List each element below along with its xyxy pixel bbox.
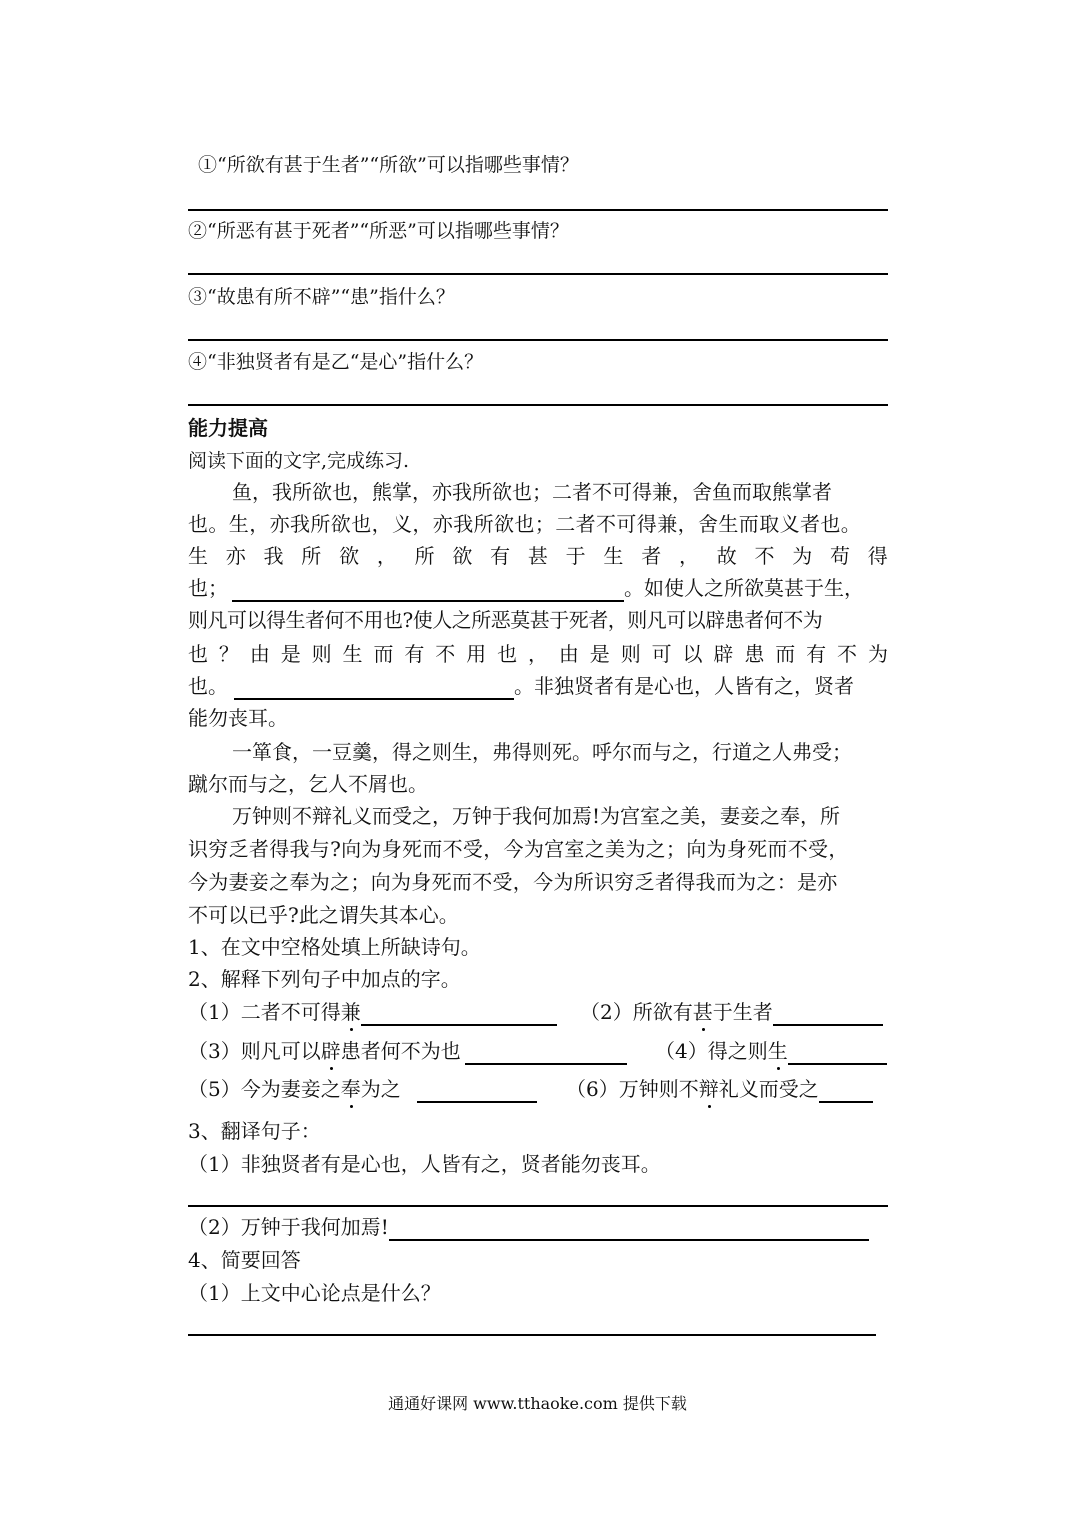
answer-line-1	[188, 209, 888, 211]
vocab-item-4	[655, 1037, 887, 1065]
passage-line: 万钟则不辩礼义而受之，万钟于我何加焉!为宫室之美，妻妾之奉，所	[232, 804, 841, 828]
vocab-text: 于生者	[712, 1000, 773, 1024]
answer-line-4	[188, 404, 888, 406]
passage-text: 也。	[188, 674, 228, 698]
passage-char: 欲	[339, 544, 360, 568]
passage-char: ，	[376, 544, 397, 568]
vocab-text: （3）则凡可以	[188, 1039, 321, 1063]
passage-line: 则凡可以得生者何不用也?使人之所恶莫甚于死者，则凡可以辟患者何不为	[188, 608, 823, 632]
vocab-text: （1）二者不可得	[188, 1000, 341, 1024]
passage-char: 辟	[713, 642, 734, 666]
passage-line-with-blank	[188, 672, 854, 700]
task-2: 2、解释下列句子中加点的字。	[188, 967, 461, 991]
task-4: 4、简要回答	[188, 1248, 301, 1272]
passage-char: 亦	[225, 544, 246, 568]
vocab-blank-2[interactable]	[773, 1002, 883, 1026]
passage-line-justified	[188, 542, 888, 570]
passage-char: 有	[806, 642, 827, 666]
vocab-text: （2）所欲有	[580, 1000, 693, 1024]
passage-char: 我	[263, 544, 284, 568]
passage-char: 有	[404, 642, 425, 666]
passage-line: 今为妻妾之奉为之；向为身死而不受，今为所识穷乏者得我而为之：是亦	[188, 870, 838, 894]
vocab-item-5	[188, 1075, 537, 1103]
dotted-char: 生	[767, 1039, 788, 1063]
vocab-item-3	[188, 1037, 627, 1065]
passage-char: 而	[775, 642, 796, 666]
passage-char: 所	[414, 544, 435, 568]
dotted-char: 甚	[692, 1000, 713, 1024]
passage-char: 由	[558, 642, 579, 666]
passage-line-with-blank	[188, 574, 864, 602]
passage-char: ，	[527, 642, 548, 666]
passage-char: 是	[589, 642, 610, 666]
passage-char: 用	[466, 642, 487, 666]
passage-char: 苟	[830, 544, 851, 568]
vocab-item-6	[566, 1075, 873, 1103]
passage-line: 能勿丧耳。	[188, 706, 288, 730]
passage-char: 则	[311, 642, 332, 666]
dotted-char: 辩	[698, 1077, 719, 1101]
task-1: 1、在文中空格处填上所缺诗句。	[188, 935, 481, 959]
passage-char: 者	[641, 544, 662, 568]
passage-char: 于	[565, 544, 586, 568]
vocab-text: 礼义而受之	[718, 1077, 819, 1101]
passage-char: 所	[301, 544, 322, 568]
vocab-text: （4）得之则	[655, 1039, 768, 1063]
vocab-item-1	[188, 998, 557, 1026]
passage-char: 生	[603, 544, 624, 568]
passage-char: 患	[744, 642, 765, 666]
answer-line-2	[188, 273, 888, 275]
passage-char: 而	[373, 642, 394, 666]
question-3: ③“故患有所不辟”“患”指什么？	[188, 286, 455, 308]
vocab-blank-5[interactable]	[417, 1079, 537, 1103]
vocab-text: 为之	[360, 1077, 408, 1101]
passage-char: 为	[867, 642, 888, 666]
passage-char: 也	[497, 642, 518, 666]
translate-2	[188, 1213, 869, 1241]
passage-line: 一箪食，一豆羹，得之则生，弗得则死。呼尔而与之，行道之人弗受；	[232, 740, 852, 764]
passage-char: 由	[249, 642, 270, 666]
fill-blank-1[interactable]	[232, 578, 624, 602]
answer-line-3	[188, 339, 888, 341]
vocab-text: （5）今为妻妾之	[188, 1077, 341, 1101]
passage-char: 也	[188, 642, 208, 666]
translate-answer-line-2[interactable]	[389, 1217, 869, 1241]
vocab-blank-3[interactable]	[465, 1041, 627, 1065]
translate-1: （1）非独贤者有是心也，人皆有之，贤者能勿丧耳。	[188, 1152, 661, 1176]
question-4: ④“非独贤者有是乙“是心”指什么？	[188, 351, 484, 373]
passage-line: 不可以已乎?此之谓失其本心。	[188, 903, 459, 927]
passage-char: 不	[837, 642, 858, 666]
section-title: 能力提高	[188, 416, 268, 440]
vocab-blank-1[interactable]	[361, 1002, 557, 1026]
dotted-char: 奉	[340, 1077, 361, 1101]
passage-char: 甚	[527, 544, 548, 568]
question-2: ②“所恶有甚于死者”“所恶”可以指哪些事情？	[188, 220, 569, 242]
dotted-char: 兼	[340, 1000, 361, 1024]
task-3: 3、翻译句子：	[188, 1119, 321, 1143]
passage-line: 也。生，亦我所欲也，义，亦我所欲也；二者不可得兼，舍生而取义者也。	[188, 512, 862, 536]
vocab-item-2	[580, 998, 883, 1026]
passage-line: 蹴尔而与之，乞人不屑也。	[188, 772, 428, 796]
passage-text: 也；	[188, 576, 228, 600]
passage-char: 是	[280, 642, 301, 666]
passage-char: 不	[754, 544, 775, 568]
vocab-text: 患者何不为也	[340, 1039, 461, 1063]
passage-char: 故	[716, 544, 737, 568]
passage-char: ，	[678, 544, 699, 568]
passage-line: 识穷乏者得我与?向为身死而不受，今为宫室之美为之；向为身死而不受，	[188, 837, 849, 861]
passage-char: 欲	[452, 544, 473, 568]
passage-char: 可	[651, 642, 672, 666]
passage-char: 则	[620, 642, 641, 666]
dotted-char: 辟	[320, 1039, 341, 1063]
passage-char: 不	[435, 642, 456, 666]
passage-text: 。非独贤者有是心也，人皆有之，贤者	[514, 674, 854, 698]
passage-line: 鱼，我所欲也，熊掌，亦我所欲也；二者不可得兼，舍鱼而取熊掌者	[232, 480, 832, 504]
passage-char: ？	[218, 642, 239, 666]
translate-answer-line-1[interactable]	[188, 1205, 888, 1207]
answer-line-final[interactable]	[188, 1334, 876, 1336]
passage-char: 得	[867, 544, 888, 568]
passage-char: 生	[342, 642, 363, 666]
passage-text: 。如使人之所欲莫甚于生，	[624, 576, 864, 600]
footer-credit: 通通好课网 www.tthaoke.com 提供下载	[388, 1394, 687, 1413]
passage-line-justified	[188, 640, 888, 668]
passage-char: 以	[682, 642, 703, 666]
fill-blank-2[interactable]	[234, 676, 514, 700]
translate-2-text: （2）万钟于我何加焉!	[188, 1215, 389, 1239]
answer-1: （1）上文中心论点是什么？	[188, 1281, 441, 1305]
vocab-blank-4[interactable]	[788, 1041, 887, 1065]
question-1: ①“所欲有甚于生者”“所欲”可以指哪些事情？	[198, 154, 579, 176]
vocab-text: （6）万钟则不	[566, 1077, 699, 1101]
vocab-blank-6[interactable]	[819, 1079, 873, 1103]
passage-char: 生	[188, 544, 208, 568]
passage-char: 为	[792, 544, 813, 568]
passage-char: 有	[490, 544, 511, 568]
instruction: 阅读下面的文字,完成练习.	[188, 450, 410, 472]
